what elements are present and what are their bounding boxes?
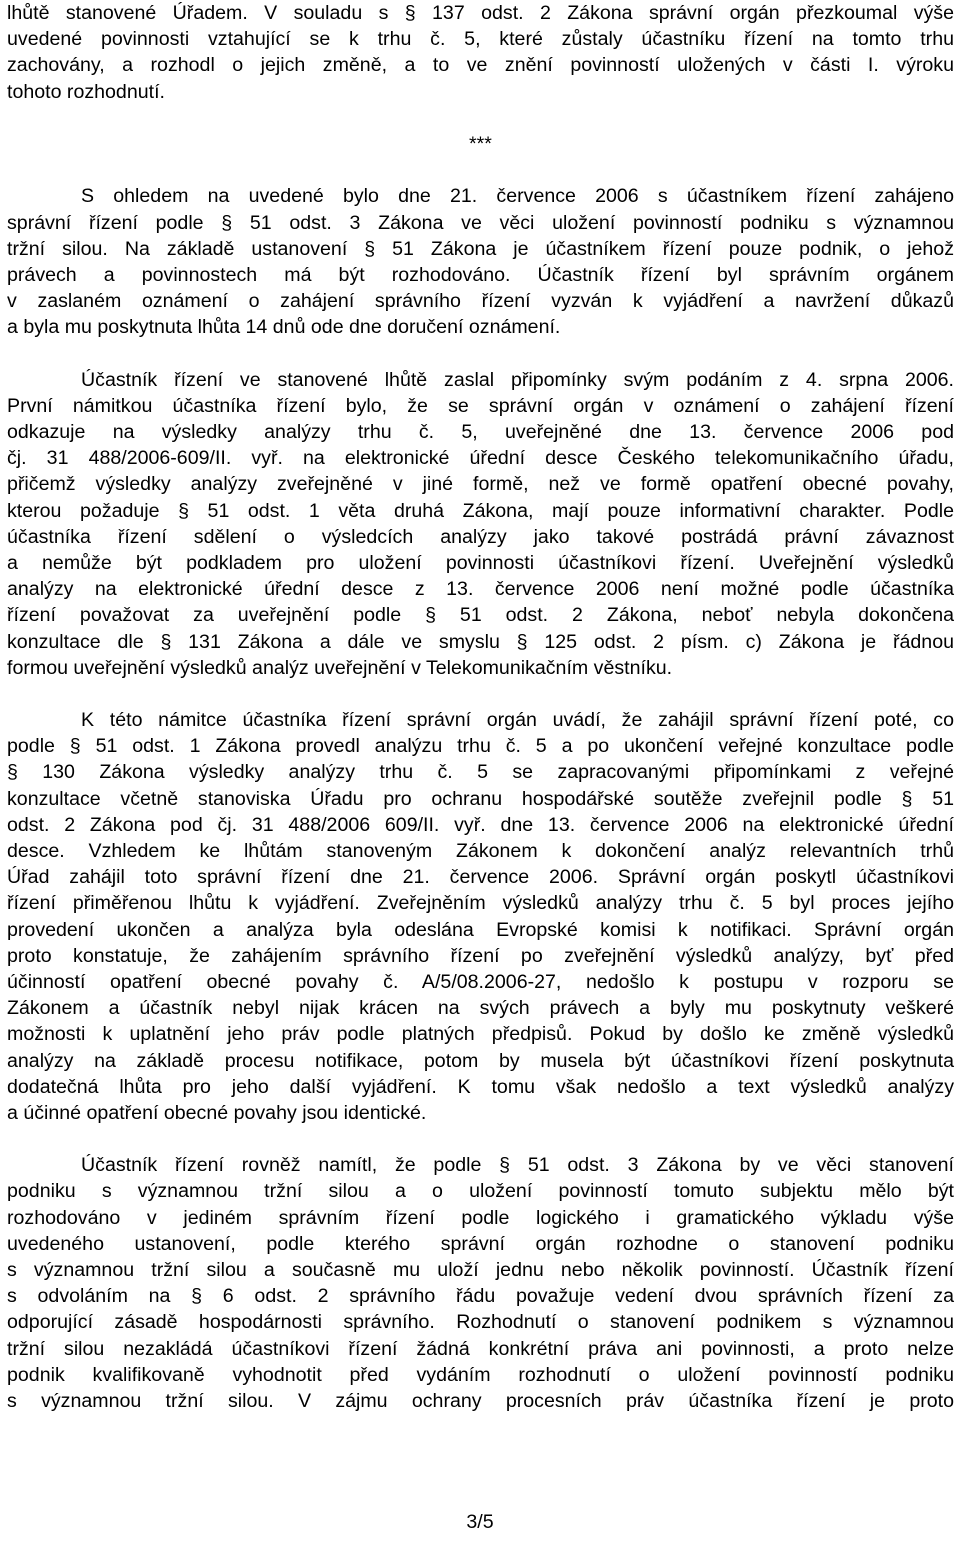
text-line: uvedeného ustanovení, podle kterého správní orgán rozhodne o stanovení podniku <box>7 1232 954 1255</box>
section-separator: *** <box>469 132 492 155</box>
text-line: desce. Vzhledem ke lhůtám stanoveným Zákonem k dokončení analýz relevantních trhů <box>7 840 954 862</box>
paragraph <box>7 183 954 340</box>
paragraph <box>7 0 954 105</box>
text-line: v zaslaném oznámení o zahájení správního řízení vyzván k vyjádření a navržení důkazů <box>7 290 954 313</box>
text-line: Úřad zahájil toto správní řízení dne 21. července 2006. Správní orgán poskytl účastníkovi <box>7 866 954 889</box>
text-line: provedení ukončen a analýza byla odeslána Evropské komisi k notifikaci. Správní orgán <box>7 918 954 941</box>
text-line: řízení považovat za uveřejnění podle § 51 odst. 2 Zákona, neboť nebyla dokončena <box>7 604 954 627</box>
text-line: dodatečná lhůta pro jeho další vyjádření. K tomu však nedošlo a text výsledků analýzy <box>7 1075 954 1098</box>
text-line: Účastník řízení rovněž namítl, že podle § 51 odst. 3 Zákona by ve věci stanovení <box>81 1154 954 1177</box>
paragraph <box>7 1152 954 1414</box>
text-line: čj. 31 488/2006-609/II. vyř. na elektronické úřední desce Českého telekomunikačního úřadu, <box>7 447 954 470</box>
text-line: konzultace dle § 131 Zákona a dále ve smyslu § 125 odst. 2 písm. c) Zákona je řádnou <box>7 630 954 653</box>
text-line: konzultace včetně stanoviska Úřadu pro ochranu hospodářské soutěže zveřejnil podle § 51 <box>7 787 954 810</box>
text-line: účastníka řízení sdělení o výsledcích analýzy jako takové postrádá právní závaznost <box>7 525 954 548</box>
text-line: podnik kvalifikovaně vyhodnotit před vydáním rozhodnutí o uložení povinností podniku <box>7 1363 954 1386</box>
text-line: přičemž výsledky analýzy zveřejněné v jiné formě, než ve formě opatření obecné povahy, <box>7 473 954 496</box>
text-line: s odvoláním na § 6 odst. 2 správního řádu považuje vedení dvou správních řízení za <box>7 1285 954 1308</box>
text-line: lhůtě stanovené Úřadem. V souladu s § 137 odst. 2 Zákona správní orgán přezkoumal výše <box>7 2 954 24</box>
paragraph <box>7 367 954 681</box>
text-line: proto konstatuje, že zahájením správního řízení po zveřejnění výsledků analýzy, byť před <box>7 944 954 967</box>
paragraph <box>7 707 954 1126</box>
text-line: K této námitce účastníka řízení správní orgán uvádí, že zahájil správní řízení poté, co <box>81 709 954 732</box>
text-line: podle § 51 odst. 1 Zákona provedl analýzu trhu č. 5 a po ukončení veřejné konzultace podle <box>7 735 954 758</box>
text-line: odst. 2 Zákona pod čj. 31 488/2006 609/II. vyř. dne 13. července 2006 na elektronické úřední <box>7 813 954 836</box>
text-line: formou uveřejnění výsledků analýz uveřejnění v Telekomunikačním věstníku. <box>7 656 673 679</box>
text-line: a byla mu poskytnuta lhůta 14 dnů ode dne doručení oznámení. <box>7 316 561 339</box>
text-line: § 130 Zákona výsledky analýzy trhu č. 5 se zapracovanými připomínkami z veřejné <box>7 761 954 784</box>
text-line: a účinné opatření obecné povahy jsou identické. <box>7 1101 427 1124</box>
text-line: právech a povinnostech má být rozhodováno. Účastník řízení byl správním orgánem <box>7 263 954 286</box>
text-line: možnosti k uplatnění jeho práv podle platných předpisů. Pokud by došlo ke změně výsledků <box>7 1023 954 1046</box>
text-line: analýzy na elektronické úřední desce z 13. července 2006 není možné podle účastníka <box>7 578 954 601</box>
text-line: odkazuje na výsledky analýzy trhu č. 5, uveřejněné dne 13. července 2006 pod <box>7 421 954 443</box>
text-line: podniku s významnou tržní silou a o uložení povinností tomuto subjektu mělo být <box>7 1180 954 1203</box>
text-line: První námitkou účastníka řízení bylo, že se správní orgán v oznámení o zahájení řízení <box>7 394 954 417</box>
text-line: tržní silou nezakládá účastníkovi řízení žádná konkrétní práva ani povinnosti, a proto nelze <box>7 1337 954 1360</box>
text-line: tržní silou. Na základě ustanovení § 51 Zákona je účastníkem řízení pouze podnik, o jehož <box>7 237 954 260</box>
text-line: tohoto rozhodnutí. <box>7 80 165 103</box>
text-line: analýzy na základě procesu notifikace, potom by musela být účastníkovi řízení poskytnuta <box>7 1049 954 1072</box>
text-line: uvedené povinnosti vztahující se k trhu č. 5, které zůstaly účastníku řízení na tomto trhu <box>7 28 954 51</box>
document-page <box>7 0 954 1414</box>
text-line: odporující zásadě hospodárnosti správního. Rozhodnutí o stanovení podnikem s významnou <box>7 1311 954 1334</box>
text-line: zachovány, a rozhodl o jejich změně, a to ve znění povinností uložených v části I. výroku <box>7 54 954 77</box>
page-number: 3/5 <box>466 1511 494 1533</box>
text-line: a nemůže být podkladem pro uložení povinnosti účastníkovi řízení. Uveřejnění výsledků <box>7 551 954 574</box>
text-line: správní řízení podle § 51 odst. 3 Zákona ve věci uložení povinností podniku s významnou <box>7 211 954 234</box>
text-line: Účastník řízení ve stanovené lhůtě zaslal připomínky svým podáním z 4. srpna 2006. <box>81 368 954 391</box>
text-line: řízení přiměřenou lhůtu k vyjádření. Zveřejněním výsledků analýzy trhu č. 5 byl proces jejího <box>7 892 954 915</box>
text-line: rozhodováno v jediném správním řízení podle logického i gramatického výkladu výše <box>7 1206 954 1229</box>
text-line: účinností opatření obecné povahy č. A/5/08.2006-27, nedošlo k postupu v rozporu se <box>7 970 954 993</box>
text-line: Zákonem a účastník nebyl nijak krácen na svých právech a byly mu poskytnuty veškeré <box>7 997 954 1020</box>
text-line: S ohledem na uvedené bylo dne 21. července 2006 s účastníkem řízení zahájeno <box>81 185 954 208</box>
text-line: s významnou tržní silou a současně mu uloží jednu nebo několik povinností. Účastník řízení <box>7 1259 954 1281</box>
text-line: s významnou tržní silou. V zájmu ochrany procesních práv účastníka řízení je proto <box>7 1389 954 1412</box>
text-line: kterou požaduje § 51 odst. 1 věta druhá Zákona, mají pouze informativní charakter. Podle <box>7 499 954 522</box>
